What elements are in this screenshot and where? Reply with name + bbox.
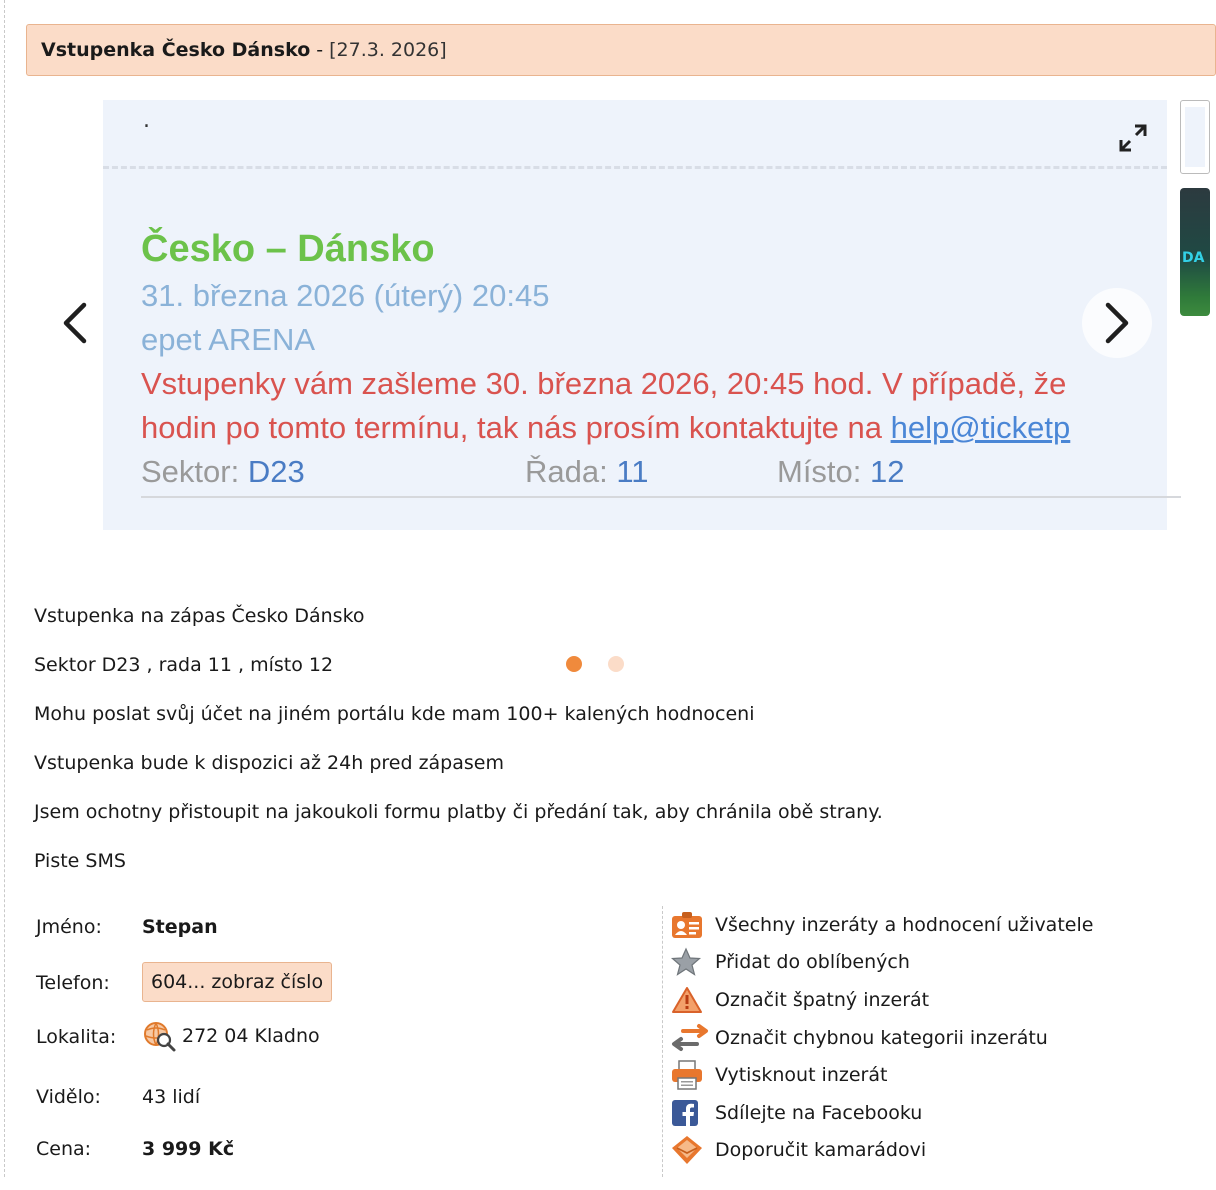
thumbnail-2[interactable] <box>1180 188 1210 316</box>
ticket-dashed-divider <box>103 166 1167 169</box>
chevron-left-icon <box>60 301 90 345</box>
description-line: Vstupenka bude k dispozici až 24h pred zápasem <box>34 752 504 774</box>
action-share-facebook[interactable] <box>671 1094 1093 1132</box>
action-label: Přidat do oblíbených <box>715 951 910 974</box>
ticket-note-line1: Vstupenky vám zašleme 30. března 2026, 20:45 hod. V případě, že <box>141 366 1067 401</box>
views-value: 43 lidí <box>142 1086 201 1108</box>
chevron-right-icon <box>1102 301 1132 345</box>
sector-value: D23 <box>247 454 305 489</box>
action-all-listings[interactable] <box>671 906 1093 944</box>
row-label: Řada: <box>525 454 608 489</box>
action-label: Sdílejte na Facebooku <box>715 1101 923 1124</box>
description-line: Jsem ochotny přistoupit na jakoukoli formu platby či předání tak, aby chránila obě strany. <box>34 801 883 823</box>
star-icon <box>671 947 701 977</box>
ticket-datetime: 31. března 2026 (úterý) 20:45 <box>141 278 550 313</box>
views-row <box>36 1082 636 1134</box>
thumbnail-2-text: DA <box>1182 250 1205 266</box>
seat-label: Místo: <box>777 454 862 489</box>
action-report-category[interactable] <box>671 1019 1093 1057</box>
action-add-favorite[interactable] <box>671 944 1093 982</box>
recommend-envelope-icon <box>671 1135 703 1165</box>
price-row <box>36 1134 636 1190</box>
swap-arrows-icon <box>671 1024 709 1052</box>
price-value: 3 999 Kč <box>142 1138 235 1160</box>
fullscreen-button[interactable] <box>1113 118 1153 158</box>
ticket-content <box>141 224 1070 494</box>
ticket-note-text: hodin po tomto termínu, tak nás prosím kontaktujte na <box>141 410 882 445</box>
name-row <box>36 912 636 968</box>
slider-prev-button[interactable] <box>40 288 110 358</box>
ticket-note-line2 <box>141 406 1070 450</box>
location-label: Lokalita: <box>36 1026 117 1048</box>
listing-description <box>34 604 1184 898</box>
ticket-underline <box>141 496 1181 498</box>
ticket-match: Česko – Dánsko <box>141 228 435 270</box>
description-line: Mohu poslat svůj účet na jiném portálu kde mam 100+ kalených hodnoceni <box>34 703 755 725</box>
sector-label: Sektor: <box>141 454 240 489</box>
action-print[interactable] <box>671 1056 1093 1094</box>
description-line: Piste SMS <box>34 850 126 872</box>
seller-details <box>36 912 636 1190</box>
action-recommend-friend[interactable] <box>671 1132 1093 1170</box>
ticket-help-link: help@ticketp <box>890 410 1071 445</box>
facebook-icon <box>671 1099 699 1127</box>
slide-image[interactable] <box>103 100 1167 530</box>
action-label: Označit chybnou kategorii inzerátu <box>715 1026 1048 1049</box>
title-separator: - <box>316 39 324 61</box>
description-line: Sektor D23 , rada 11 , místo 12 <box>34 654 334 676</box>
phone-label: Telefon: <box>36 972 110 994</box>
phone-row <box>36 968 636 1026</box>
views-label: Vidělo: <box>36 1086 101 1108</box>
listing-title: Vstupenka Česko Dánsko <box>41 39 311 61</box>
expand-icon <box>1118 123 1148 153</box>
user-card-icon <box>671 911 703 939</box>
row-value: 11 <box>616 454 649 489</box>
action-label: Vytisknout inzerát <box>715 1064 888 1087</box>
listing-actions <box>662 906 1093 1177</box>
thumbnail-1[interactable] <box>1180 100 1210 174</box>
ticket-venue: epet ARENA <box>141 322 316 357</box>
price-label: Cena: <box>36 1138 92 1160</box>
action-report-listing[interactable] <box>671 981 1093 1019</box>
ticket-seat-row <box>141 450 1070 494</box>
location-row <box>36 1026 636 1082</box>
slider-next-button[interactable] <box>1082 288 1152 358</box>
listing-date: [27.3. 2026] <box>329 39 447 61</box>
show-phone-button[interactable]: 604... zobraz číslo <box>142 962 332 1002</box>
action-label: Všechny inzeráty a hodnocení uživatele <box>715 913 1094 936</box>
listing-header <box>26 24 1216 76</box>
description-line: Vstupenka na zápas Česko Dánsko <box>34 605 365 627</box>
seat-value: 12 <box>870 454 905 489</box>
ticket-dot-mark: . <box>143 108 150 133</box>
name-label: Jméno: <box>36 916 102 938</box>
location-value: 272 04 Kladno <box>182 1025 320 1047</box>
action-label: Doporučit kamarádovi <box>715 1139 927 1162</box>
warning-icon <box>671 986 703 1014</box>
name-value: Stepan <box>142 916 218 938</box>
location-search-icon[interactable] <box>142 1020 176 1052</box>
action-label: Označit špatný inzerát <box>715 988 930 1011</box>
printer-icon <box>671 1060 703 1090</box>
image-slider <box>0 100 1205 540</box>
